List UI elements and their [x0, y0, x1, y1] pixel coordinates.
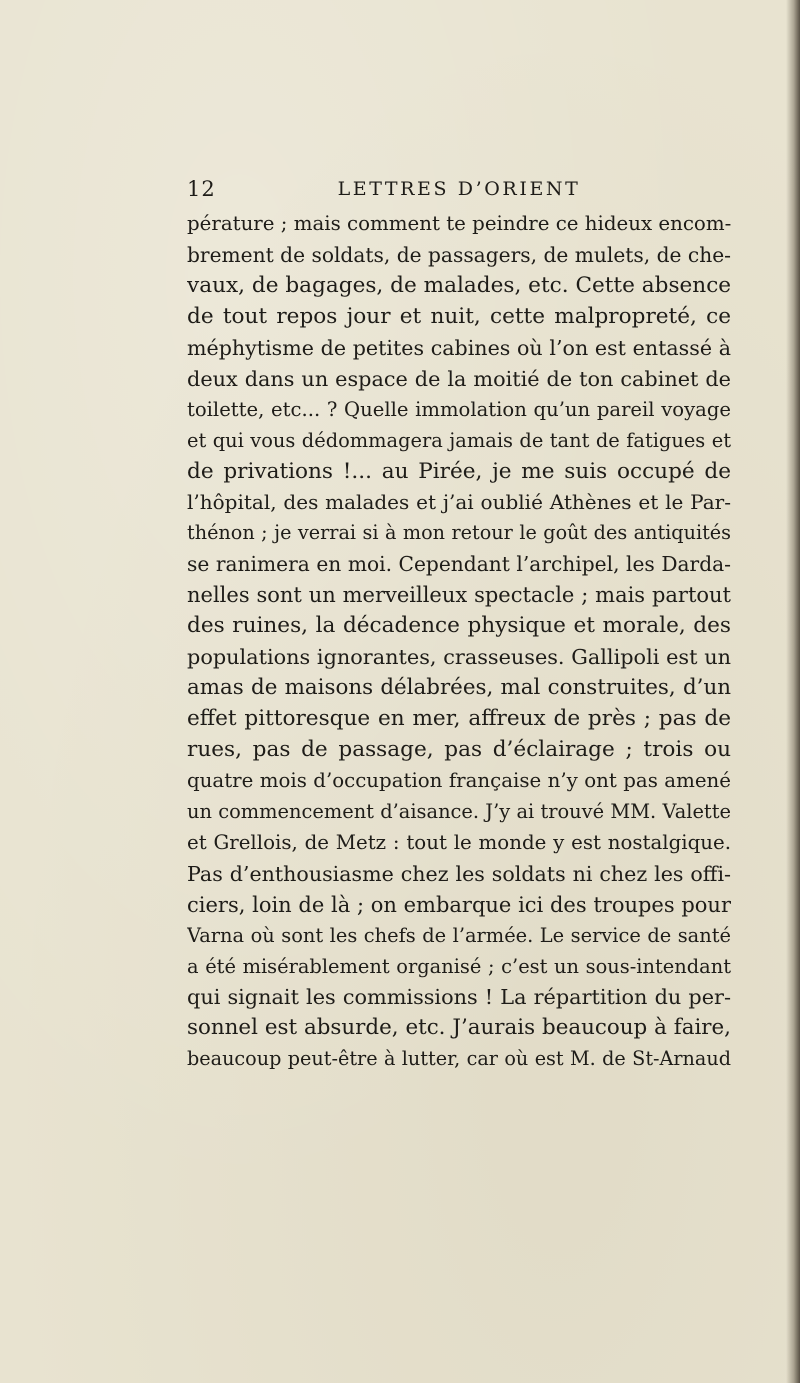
- text-line: ciers, loin de là ; on embarque ici des troupes pour: [187, 892, 731, 917]
- text-line: a été misérablement organisé ; c’est un sous-intendant: [187, 954, 731, 978]
- text-line: Varna où sont les chefs de l’armée. Le service de santé: [187, 923, 731, 947]
- text-line: nelles sont un merveilleux spectacle ; mais partout: [187, 583, 731, 608]
- text-line: brement de soldats, de passagers, de mulets, de che-: [187, 242, 731, 267]
- page-edge-shadow: [786, 0, 800, 1383]
- text-line: de privations !... au Pirée, je me suis occupé de: [187, 458, 731, 484]
- text-line: se ranimera en moi. Cependant l’archipel, les Darda-: [187, 552, 731, 577]
- text-line: beaucoup peut-être à lutter, car où est M. de St-Arnaud: [187, 1047, 731, 1071]
- body-text: [187, 209, 731, 1075]
- text-line: vaux, de bagages, de malades, etc. Cette absence: [187, 272, 731, 298]
- text-line: sonnel est absurde, etc. J’aurais beaucoup à faire,: [187, 1015, 731, 1041]
- page-header: [187, 176, 731, 202]
- text-line: deux dans un espace de la moitié de ton cabinet de: [187, 366, 731, 391]
- text-line: pérature ; mais comment te peindre ce hideux encom-: [187, 212, 731, 235]
- text-line: rues, pas de passage, pas d’éclairage ; trois ou: [187, 736, 731, 762]
- running-title: LETTRES D’ORIENT: [337, 178, 581, 200]
- text-line: thénon ; je verrai si à mon retour le goût des antiquités: [187, 521, 731, 545]
- text-line: et Grellois, de Metz : tout le monde y est nostalgique.: [187, 830, 731, 854]
- text-line: quatre mois d’occupation française n’y ont pas amené: [187, 768, 731, 792]
- text-line: de tout repos jour et nuit, cette malpropreté, ce: [187, 303, 731, 329]
- text-line: Pas d’enthousiasme chez les soldats ni chez les offi-: [187, 861, 731, 886]
- text-line: effet pittoresque en mer, affreux de près ; pas de: [187, 706, 731, 731]
- page-number: 12: [187, 177, 216, 201]
- text-line: populations ignorantes, crasseuses. Gallipoli est un: [187, 645, 731, 670]
- text-line: méphytisme de petites cabines où l’on est entassé à: [187, 335, 731, 360]
- text-line: qui signait les commissions ! La répartition du per-: [187, 985, 731, 1010]
- text-line: l’hôpital, des malades et j’ai oublié Athènes et le Par-: [187, 490, 731, 515]
- text-line: amas de maisons délabrées, mal construites, d’un: [187, 675, 731, 701]
- text-line: toilette, etc... ? Quelle immolation qu’un pareil voyage: [187, 397, 731, 421]
- text-line: des ruines, la décadence physique et morale, des: [187, 613, 731, 639]
- text-line: un commencement d’aisance. J’y ai trouvé MM. Valette: [187, 799, 731, 823]
- text-line: et qui vous dédommagera jamais de tant de fatigues et: [187, 428, 731, 452]
